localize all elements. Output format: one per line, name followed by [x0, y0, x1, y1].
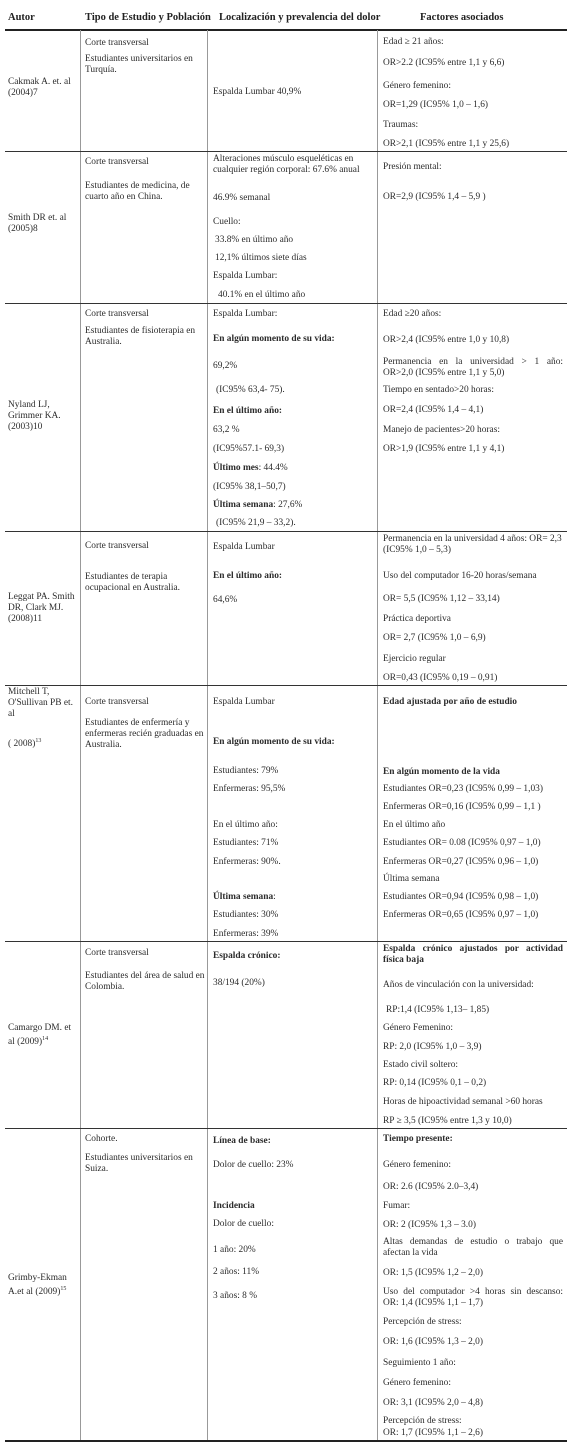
factor-line: Género femenino:	[383, 1378, 451, 1388]
prevalence-line: Línea de base:	[213, 1136, 271, 1146]
factor-line: Género femenino:	[383, 1160, 451, 1170]
prevalence-line: 2 años: 11%	[213, 1267, 260, 1277]
factor-line: OR: 2 (IC95% 1,3 – 3.0)	[383, 1220, 476, 1230]
study-design: Corte transversal	[85, 38, 149, 48]
prevalence-line	[213, 463, 288, 474]
prevalence-line: Enfermeras: 39%	[213, 929, 279, 939]
factor-line: RP: 2,0 (IC95% 1,0 – 3,9)	[383, 1042, 482, 1052]
reference-number: 13	[35, 738, 42, 744]
study-population: Estudiantes de fisioterapia en Australia.	[85, 326, 196, 348]
factor-line: Género Femenino:	[383, 1023, 454, 1033]
factor-line: Percepción de stress:	[383, 1416, 462, 1426]
study-population: Estudiantes de terapia ocupacional en Australia.	[85, 572, 181, 594]
prevalence-line: 1 año: 20%	[213, 1245, 256, 1255]
row-separator	[5, 941, 567, 942]
prevalence-line: Estudiantes: 71%	[213, 838, 279, 848]
reference-number: 15	[60, 1286, 67, 1293]
header-location-prevalence: Localización y prevalencia del dolor	[219, 12, 381, 23]
author-cell: Smith DR et. al (2005)8	[8, 213, 67, 235]
factor-line: Última semana	[383, 874, 440, 884]
prevalence-line: Espalda crónico:	[213, 951, 281, 961]
factor-line: Permanencia en la universidad 4 años: OR= 2,3 (IC95% 1,0 – 5,3)	[383, 534, 562, 556]
factor-line: Edad ≥ 21 años:	[383, 37, 444, 47]
study-population: Estudiantes de medicina, de cuarto año en China.	[85, 181, 190, 203]
factor-line: OR>2.2 (IC95% entre 1,1 y 6,6)	[383, 58, 505, 68]
study-design: Corte transversal	[85, 541, 149, 551]
author-cell: Leggat PA. Smith DR, Clark MJ.(2008)11	[8, 592, 75, 625]
study-population: Estudiantes universitarios en Turquía.	[85, 54, 193, 76]
prevalence-line: 46.9% semanal	[213, 193, 271, 203]
prevalence-value: : 27,6%	[273, 500, 303, 510]
prevalence-line: Espalda Lumbar:	[213, 271, 278, 281]
prevalence-line: Cuello:	[213, 217, 241, 227]
prevalence-line: 69,2%	[213, 361, 238, 371]
factor-line: Enfermeras OR=0,27 (IC95% 0,96 – 1,0)	[383, 857, 539, 867]
study-population: Estudiantes universitarios en Suiza.	[85, 1153, 193, 1175]
prevalence-line: Incidencia	[213, 1201, 255, 1211]
prevalence-line: (IC95% 21,9 – 33,2).	[216, 518, 296, 528]
column-divider	[80, 30, 81, 1440]
study-population: Estudiantes de enfermería y enfermeras recién graduadas en Australia.	[85, 718, 204, 751]
table-bottom-rule	[5, 1440, 567, 1442]
factor-line: Altas demandas de estudio o trabajo que afectan la vida	[383, 1237, 563, 1259]
prevalence-line: En algún momento de su vida:	[213, 737, 335, 747]
reference-number: 14	[42, 1036, 49, 1043]
factor-line: Años de vinculación con la universidad:	[383, 980, 534, 990]
factor-line: Permanencia en la universidad > 1 año: OR>2,0 (IC95% entre 1,1 y 5,0)	[383, 357, 563, 379]
header-author: Autor	[8, 12, 35, 23]
factor-line: Práctica deportiva	[383, 614, 451, 624]
factor-line: Estado civil soltero:	[383, 1060, 458, 1070]
column-divider	[207, 30, 208, 1440]
prevalence-line: Dolor de cuello:	[213, 1219, 274, 1229]
author-cell	[8, 736, 41, 750]
factor-line: OR=1,29 (IC95% 1,0 – 1,6)	[383, 100, 489, 110]
prevalence-line: Estudiantes: 79%	[213, 766, 279, 776]
row-separator	[5, 1128, 567, 1129]
factor-line: Ejercicio regular	[383, 654, 446, 664]
prevalence-line: (IC95% 38,1–50,7)	[213, 482, 286, 492]
row-separator	[5, 685, 567, 686]
prevalence-line	[213, 892, 276, 903]
factor-line: RP ≥ 3,5 (IC95% entre 1,3 y 10,0)	[383, 1116, 512, 1126]
prevalence-line: 3 años: 8 %	[213, 1291, 258, 1301]
prevalence-line: 40.1% en el último año	[218, 290, 306, 300]
factor-line: Traumas:	[383, 120, 419, 130]
header-associated-factors: Factores asociados	[420, 12, 504, 23]
factor-line: Percepción de stress:	[383, 1317, 462, 1327]
factor-line: Edad ≥20 años:	[383, 309, 442, 319]
factor-line: RP: 0,14 (IC95% 0,1 – 0,2)	[383, 1078, 487, 1088]
prevalence-line: (IC95% 63,4- 75).	[216, 385, 285, 395]
author-name: Camargo DM. et al (2009)	[8, 1023, 72, 1048]
factor-line: Seguimiento 1 año:	[383, 1358, 456, 1368]
row-separator	[5, 531, 567, 532]
factor-line: OR=2,9 (IC95% 1,4 – 5,9 )	[383, 192, 486, 202]
author-cell	[8, 1023, 78, 1049]
factor-line: Enfermeras OR=0,16 (IC95% 0,99 – 1,1 )	[383, 802, 541, 812]
prevalence-line: En el último año:	[213, 571, 283, 581]
factor-line: Uso del computador 16-20 horas/semana	[383, 571, 537, 581]
factor-line: Horas de hipoactividad semanal >60 horas	[383, 1097, 543, 1107]
factor-line: Manejo de pacientes>20 horas:	[383, 425, 500, 435]
factor-line: OR= 2,7 (IC95% 1,0 – 6,9)	[383, 633, 486, 643]
study-design: Corte transversal	[85, 309, 149, 319]
author-cell: Cakmak A. et. al (2004)7	[8, 77, 71, 99]
factor-line: Estudiantes OR=0,23 (IC95% 0,99 – 1,03)	[383, 784, 543, 794]
prevalence-line: Dolor de cuello: 23%	[213, 1160, 294, 1170]
factor-line: En algún momento de la vida	[383, 767, 500, 777]
prevalence-line: Enfermeras: 95,5%	[213, 784, 286, 794]
factor-line: Estudiantes OR=0,94 (IC95% 0,98 – 1,0)	[383, 892, 539, 902]
factor-line: OR= 5,5 (IC95% 1,12 – 33,14)	[383, 594, 500, 604]
author-cell	[8, 1273, 80, 1299]
prevalence-line: Alteraciones músculo esqueléticas en cualquier región corporal: 67.6% anual	[213, 154, 360, 176]
prevalence-line: Enfermeras: 90%.	[213, 857, 281, 867]
prevalence-line: Espalda Lumbar 40,9%	[213, 87, 302, 97]
header-study-type: Tipo de Estudio y Población	[85, 12, 211, 23]
factor-line: OR: 1,7 (IC95% 1,1 – 2,6)	[383, 1428, 483, 1438]
factor-line: OR: 1,6 (IC95% 1,3 – 2,0)	[383, 1337, 483, 1347]
prevalence-line: Espalda Lumbar	[213, 697, 275, 707]
study-population: Estudiantes del área de salud en Colombia.	[85, 971, 205, 993]
study-design: Corte transversal	[85, 948, 149, 958]
factor-line: Edad ajustada por año de estudio	[383, 697, 517, 707]
prevalence-line: En el último año:	[213, 406, 283, 416]
prevalence-value: : 44.4%	[258, 463, 288, 473]
row-separator	[5, 303, 567, 304]
prevalence-line: Espalda Lumbar:	[213, 309, 278, 319]
factor-line: RP:1,4 (IC95% 1,13– 1,85)	[386, 1005, 490, 1015]
factor-line: Fumar:	[383, 1201, 411, 1211]
row-separator	[5, 151, 567, 152]
prevalence-period: Última semana	[213, 892, 274, 902]
factor-line: Estudiantes OR= 0.08 (IC95% 0,97 – 1,0)	[383, 838, 541, 848]
study-design: Corte transversal	[85, 697, 149, 707]
prevalence-line: Espalda Lumbar	[213, 542, 275, 552]
factor-line: OR=2,4 (IC95% 1,4 – 4,1)	[383, 405, 484, 415]
factor-line: OR>2,1 (IC95% entre 1,1 y 25,6)	[383, 139, 510, 149]
factor-line: Uso del computador >4 horas sin descanso: OR: 1,4 (IC95% 1,1 – 1,7)	[383, 1287, 563, 1309]
factor-line: OR: 3,1 (IC95% 2,0 – 4,8)	[383, 1398, 483, 1408]
prevalence-period: Última semana	[213, 500, 274, 510]
study-design: Cohorte.	[85, 1134, 118, 1144]
column-divider	[377, 30, 378, 1440]
author-year: ( 2008)	[8, 739, 36, 750]
prevalence-line: En el último año:	[213, 820, 278, 830]
factor-line: Tiempo en sentado>20 horas:	[383, 385, 494, 395]
factor-line: OR=0,43 (IC95% 0,19 – 0,91)	[383, 673, 498, 683]
prevalence-line	[213, 500, 302, 511]
prevalence-line: En algún momento de su vida:	[213, 334, 335, 344]
factor-line: OR>2,4 (IC95% entre 1,0 y 10,8)	[383, 335, 510, 345]
author-name: Grimby-Ekman A.et al (2009)	[8, 1273, 67, 1298]
prevalence-line: (IC95%57.1- 69,3)	[213, 444, 285, 454]
author-cell: Nyland LJ, Grimmer KA. (2003)10	[8, 400, 61, 433]
factor-line: OR: 2.6 (IC95% 2.0–3,4)	[383, 1182, 479, 1192]
factor-line: OR>1,9 (IC95% entre 1,1 y 4,1)	[383, 444, 505, 454]
prevalence-line: 63,2 %	[213, 425, 240, 435]
factor-line: Presión mental:	[383, 162, 442, 172]
prevalence-line: 38/194 (20%)	[213, 978, 265, 988]
factor-line: En el último año	[383, 820, 446, 830]
study-design: Corte transversal	[85, 157, 149, 167]
factor-line: OR: 1,5 (IC95% 1,2 – 2,0)	[383, 1268, 483, 1278]
prevalence-period: Último mes	[213, 463, 259, 473]
factor-line: Enfermeras OR=0,65 (IC95% 0,97 – 1,0)	[383, 910, 539, 920]
header-rule	[5, 29, 567, 31]
prevalence-line: Estudiantes: 30%	[213, 910, 279, 920]
author-cell: Mitchell T, O'Sullivan PB et. al	[8, 687, 73, 720]
prevalence-line: 33.8% en último año	[215, 235, 294, 245]
factor-line: Espalda crónico ajustados por actividad física baja	[383, 944, 563, 966]
prevalence-line: 64,6%	[213, 595, 238, 605]
prevalence-line: 12,1% últimos siete días	[215, 253, 307, 263]
prevalence-value: :	[273, 892, 276, 902]
factor-line: Género femenino:	[383, 81, 451, 91]
factor-line: Tiempo presente:	[383, 1134, 453, 1144]
